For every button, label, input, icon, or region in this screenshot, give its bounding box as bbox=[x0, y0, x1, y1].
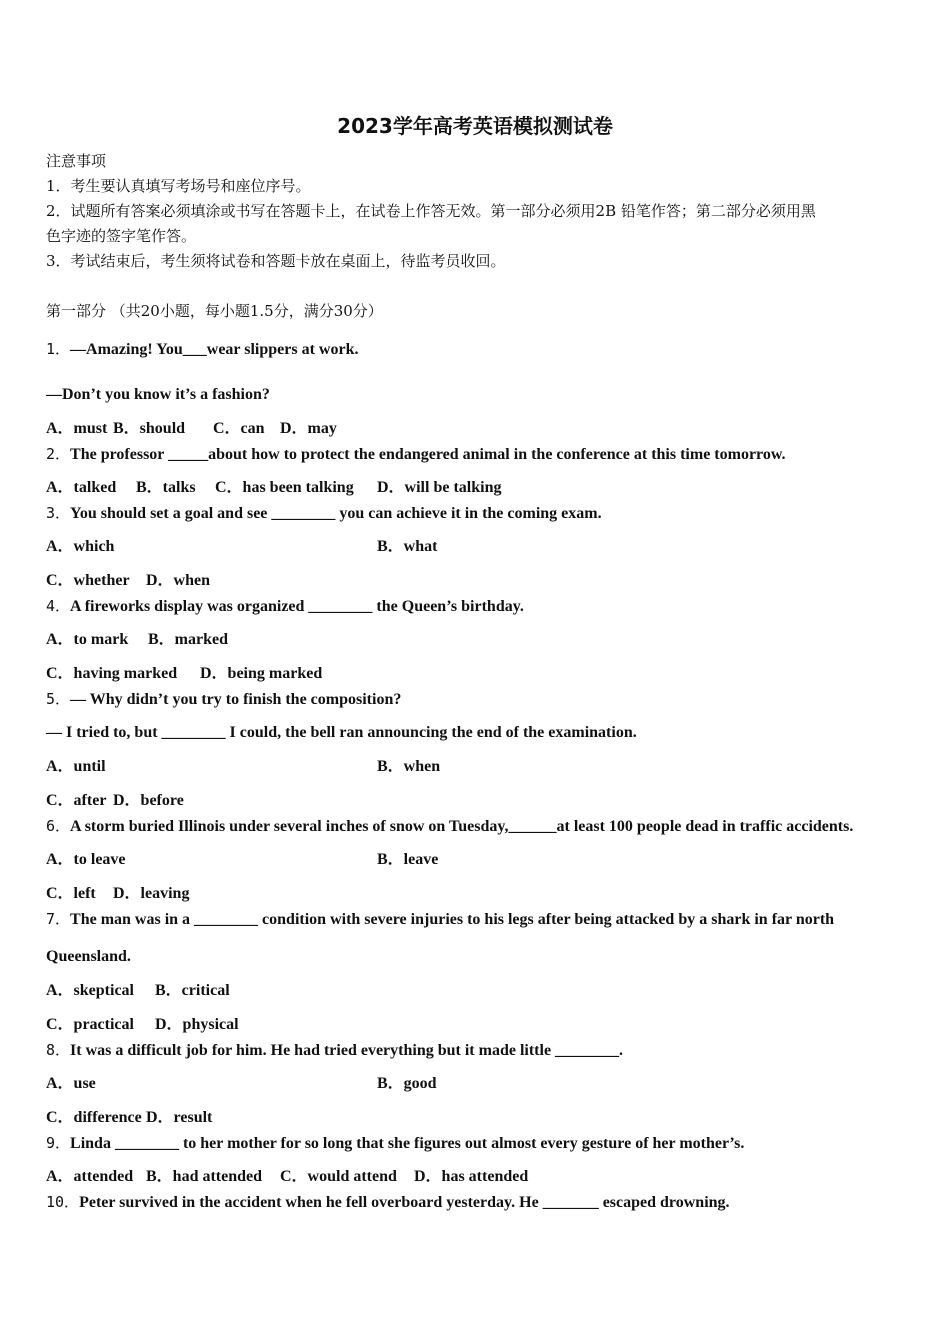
question-number: 8． bbox=[46, 1041, 71, 1059]
question-text: It was a difficult job for him. He had tried everything but it made little ________. bbox=[70, 1042, 624, 1059]
question-3 bbox=[46, 503, 602, 524]
question-number: 7． bbox=[46, 910, 71, 928]
question-text: — Why didn’t you try to finish the composition? bbox=[70, 691, 402, 708]
q4-option-b[interactable]: B．marked bbox=[148, 631, 229, 648]
q9-option-a[interactable]: A．attended bbox=[46, 1168, 134, 1185]
q2-option-a[interactable]: A．talked bbox=[46, 479, 117, 496]
question-text: Peter survived in the accident when he fell overboard yesterday. He _______ escaped drowning. bbox=[79, 1194, 730, 1211]
q4-option-d[interactable]: D．being marked bbox=[200, 665, 323, 682]
question-number: 6． bbox=[46, 817, 71, 835]
q4-option-c[interactable]: C．having marked bbox=[46, 665, 178, 682]
question-4 bbox=[46, 596, 524, 617]
q2-option-d[interactable]: D．will be talking bbox=[377, 479, 502, 496]
question-10 bbox=[46, 1192, 730, 1213]
question-number: 10． bbox=[46, 1193, 80, 1211]
question-5 bbox=[46, 689, 401, 710]
q5-option-d[interactable]: D．before bbox=[113, 792, 184, 809]
question-number: 9． bbox=[46, 1134, 71, 1152]
q8-option-d[interactable]: D．result bbox=[146, 1109, 213, 1126]
q8-option-b[interactable]: B．good bbox=[377, 1075, 437, 1092]
question-1-reply: —Don’t you know it’s a fashion? bbox=[46, 386, 270, 403]
question-number: 4． bbox=[46, 597, 71, 615]
question-number: 3． bbox=[46, 504, 71, 522]
question-1 bbox=[46, 339, 358, 360]
q9-option-d[interactable]: D．has attended bbox=[414, 1168, 529, 1185]
question-text: —Amazing! You___wear slippers at work. bbox=[70, 341, 359, 358]
q1-option-c[interactable]: C．can bbox=[213, 420, 265, 437]
question-number: 1． bbox=[46, 340, 71, 358]
q1-option-b[interactable]: B．should bbox=[113, 420, 186, 437]
question-9 bbox=[46, 1133, 744, 1154]
q5-option-b[interactable]: B．when bbox=[377, 758, 441, 775]
section-heading: 第一部分 （共20小题，每小题1.5分，满分30分） bbox=[46, 302, 383, 320]
q5-option-c[interactable]: C．after bbox=[46, 792, 107, 809]
q6-option-b[interactable]: B．leave bbox=[377, 851, 439, 868]
q3-option-a[interactable]: A．which bbox=[46, 538, 115, 555]
q3-option-c[interactable]: C．whether bbox=[46, 572, 130, 589]
question-text: Linda ________ to her mother for so long that she figures out almost every gesture of her mother’s. bbox=[70, 1135, 745, 1152]
question-2 bbox=[46, 444, 786, 465]
question-number: 2． bbox=[46, 445, 71, 463]
q2-option-b[interactable]: B．talks bbox=[136, 479, 196, 496]
q3-option-b[interactable]: B．what bbox=[377, 538, 438, 555]
q1-option-d[interactable]: D．may bbox=[280, 420, 337, 437]
question-text: You should set a goal and see ________ you can achieve it in the coming exam. bbox=[70, 505, 602, 522]
question-6 bbox=[46, 816, 853, 837]
question-8 bbox=[46, 1040, 623, 1061]
question-7-cont: Queensland. bbox=[46, 948, 131, 965]
question-text: The man was in a ________ condition with severe injuries to his legs after being attacked by a shark in far north bbox=[70, 911, 835, 928]
q5-option-a[interactable]: A．until bbox=[46, 758, 106, 775]
q3-option-d[interactable]: D．when bbox=[146, 572, 211, 589]
q8-option-c[interactable]: C．difference bbox=[46, 1109, 142, 1126]
q7-option-d[interactable]: D．physical bbox=[155, 1016, 239, 1033]
q6-option-d[interactable]: D．leaving bbox=[113, 885, 190, 902]
note-item-2: 2．试题所有答案必须填涂或书写在答题卡上，在试卷上作答无效。第一部分必须用2B 铅笔作答；第二部分必须用黑 bbox=[46, 202, 816, 220]
question-text: A storm buried Illinois under several inches of snow on Tuesday,______at least 100 people dead in traffic accidents. bbox=[70, 818, 854, 835]
q6-option-a[interactable]: A．to leave bbox=[46, 851, 126, 868]
note-item-1: 1．考生要认真填写考场号和座位序号。 bbox=[46, 177, 311, 195]
q8-option-a[interactable]: A．use bbox=[46, 1075, 96, 1092]
question-number: 5． bbox=[46, 690, 71, 708]
q6-option-c[interactable]: C．left bbox=[46, 885, 96, 902]
q7-option-a[interactable]: A．skeptical bbox=[46, 982, 135, 999]
q7-option-b[interactable]: B．critical bbox=[155, 982, 230, 999]
q1-option-a[interactable]: A．must bbox=[46, 420, 108, 437]
q4-option-a[interactable]: A．to mark bbox=[46, 631, 129, 648]
q7-option-c[interactable]: C．practical bbox=[46, 1016, 134, 1033]
page-title: 2023学年高考英语模拟测试卷 bbox=[337, 114, 613, 138]
q9-option-b[interactable]: B．had attended bbox=[146, 1168, 263, 1185]
note-item-3: 3．考试结束后，考生须将试卷和答题卡放在桌面上，待监考员收回。 bbox=[46, 252, 506, 270]
q9-option-c[interactable]: C．would attend bbox=[280, 1168, 397, 1185]
question-7 bbox=[46, 909, 834, 930]
question-text: The professor _____about how to protect the endangered animal in the conference at this time tomorrow. bbox=[70, 446, 786, 463]
question-text: A fireworks display was organized ________ the Queen’s birthday. bbox=[70, 598, 524, 615]
note-item-2-cont: 色字迹的签字笔作答。 bbox=[46, 227, 197, 245]
notes-heading: 注意事项 bbox=[46, 152, 107, 170]
q2-option-c[interactable]: C．has been talking bbox=[215, 479, 354, 496]
question-5-reply: — I tried to, but ________ I could, the bell ran announcing the end of the examination. bbox=[46, 724, 637, 741]
